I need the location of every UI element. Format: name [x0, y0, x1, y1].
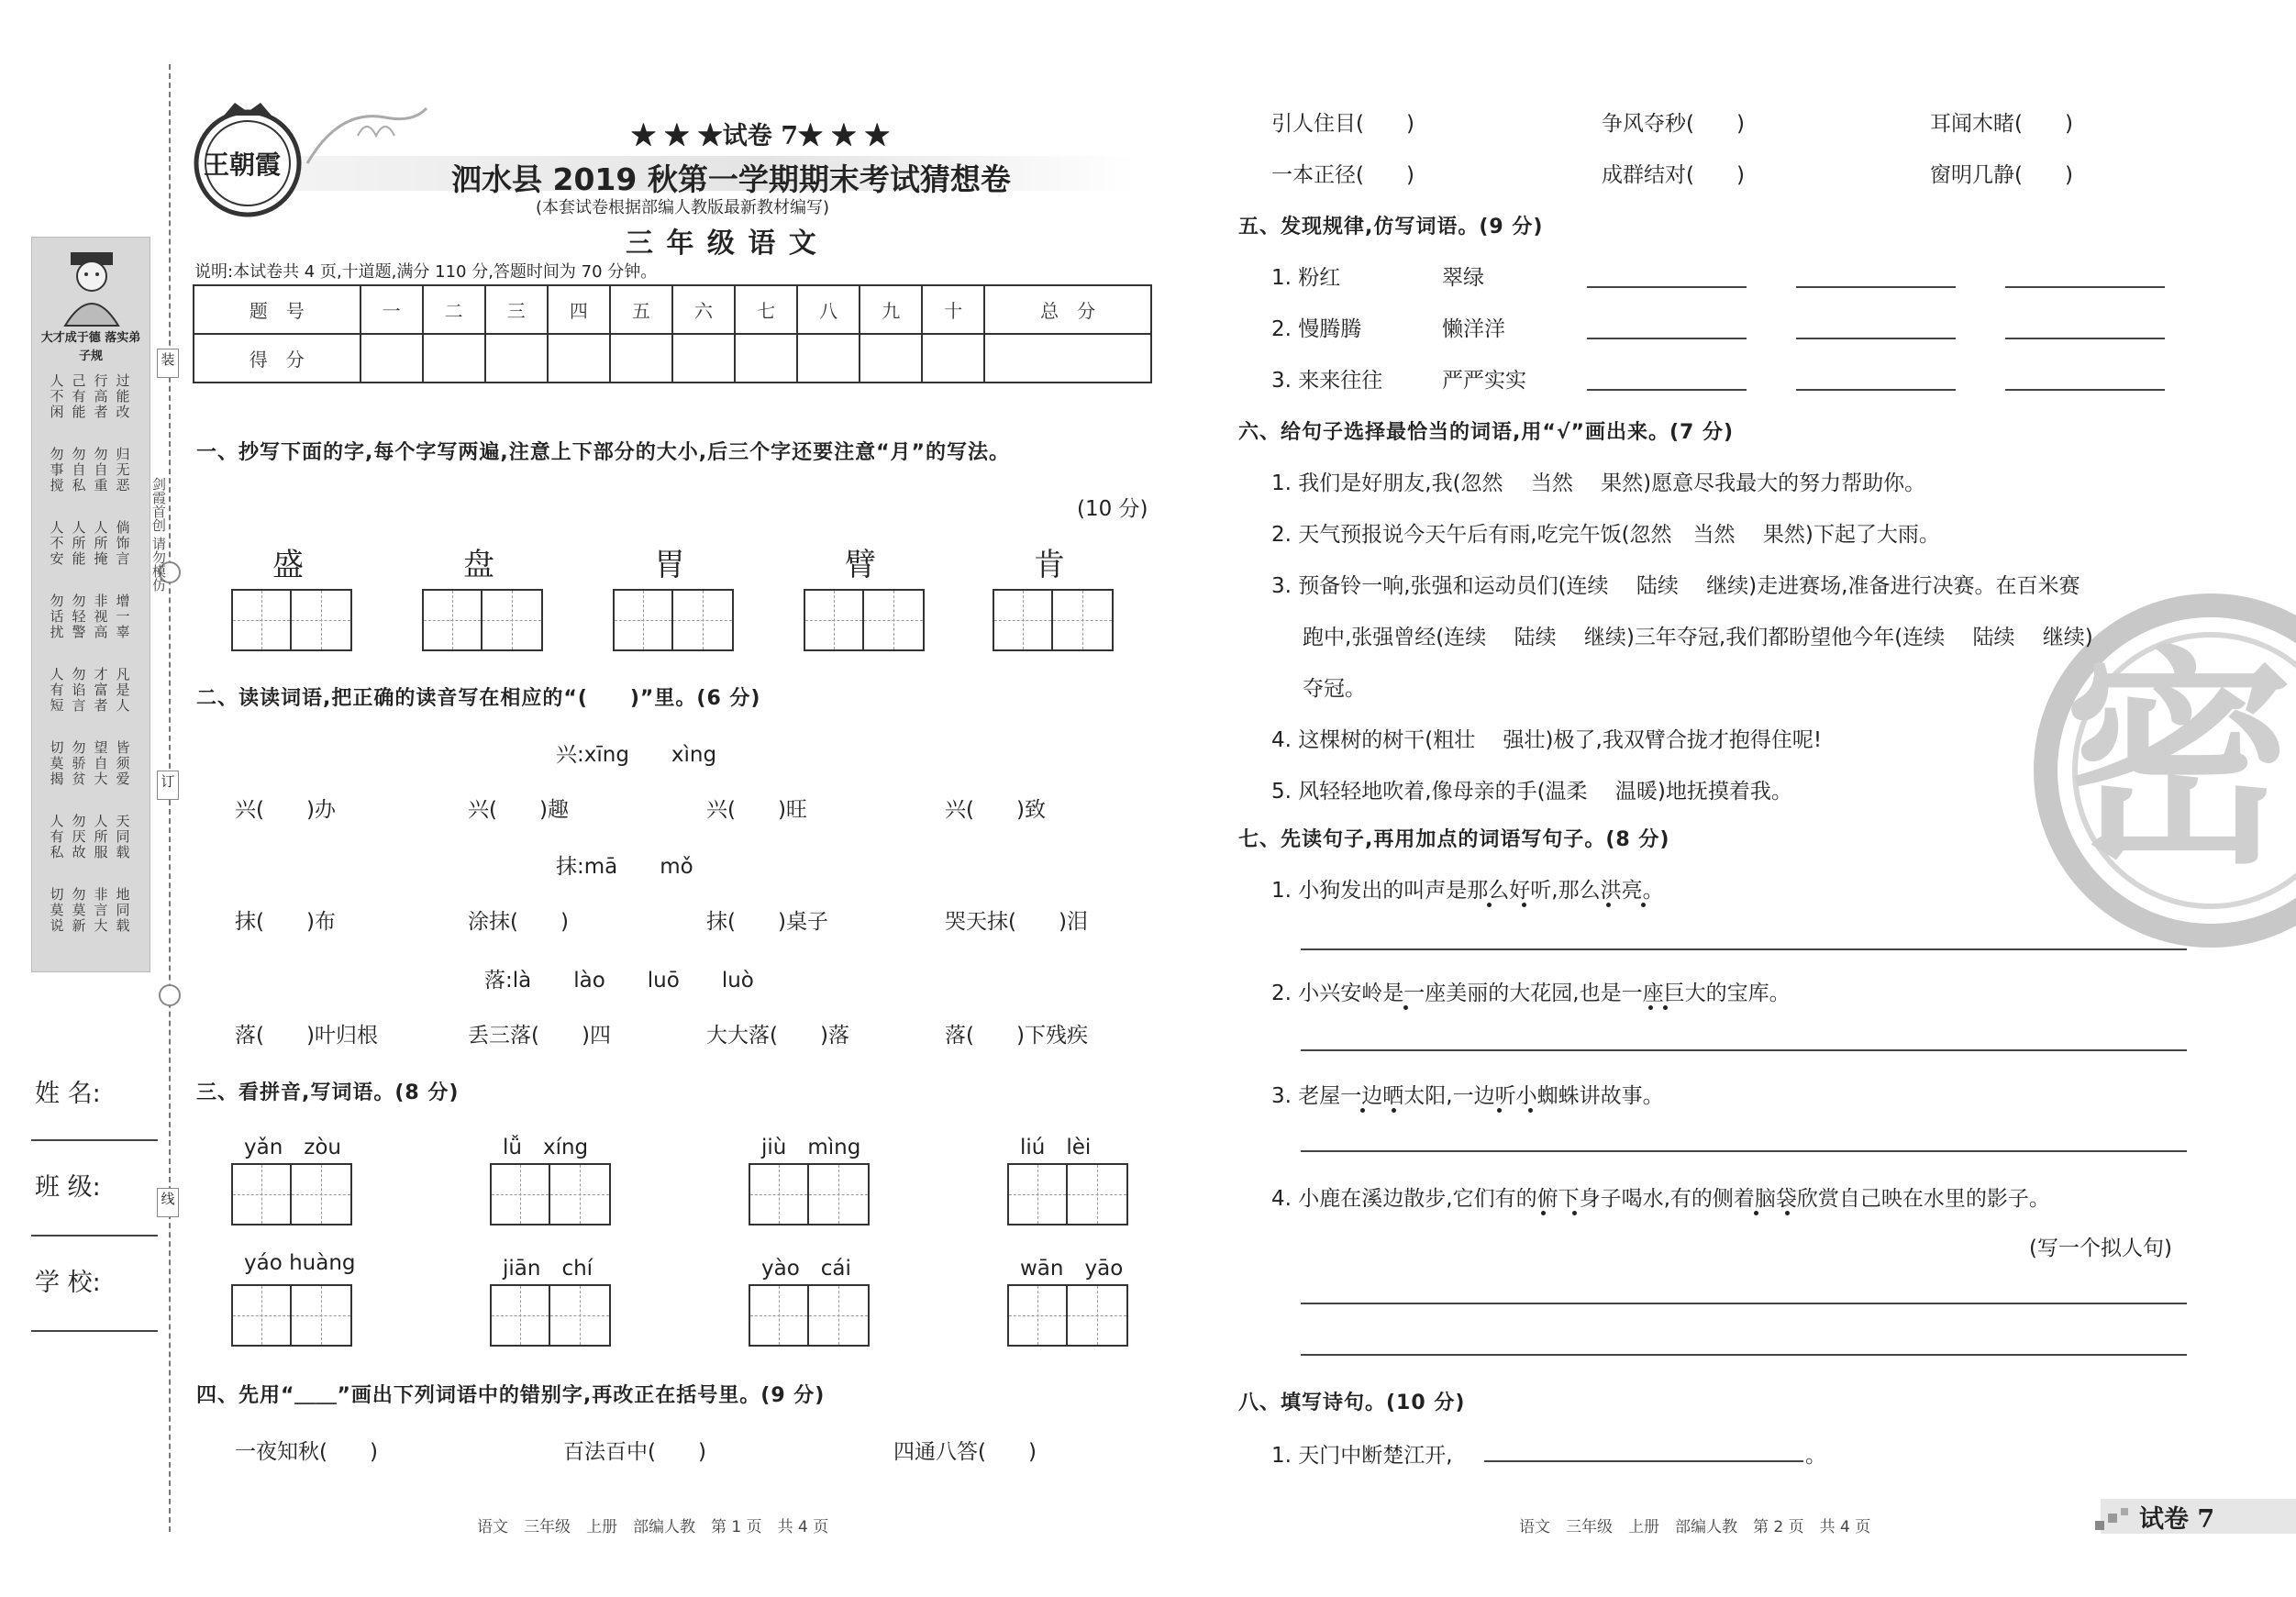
q1-writing-grid[interactable] — [422, 589, 543, 651]
q2-pinyin-head: 落:là lào luō luò — [484, 969, 754, 993]
fold-mark-1: 装 — [157, 349, 179, 378]
q6-sentence[interactable]: 1. 我们是好朋友,我(忽然 当然 果然)愿意尽我最大的努力帮助你。 — [1271, 471, 1926, 495]
q2-item[interactable]: 哭天抹( )泪 — [945, 910, 1088, 934]
emphasis-dot — [1541, 1211, 1546, 1215]
q3-pinyin: lǚ xíng — [503, 1136, 589, 1159]
emphasis-dot — [1403, 1005, 1408, 1010]
motto-column: 己有能 — [72, 372, 86, 420]
q5-title: 五、发现规律,仿写词语。(9 分) — [1238, 216, 1544, 238]
motto-column: 才富者 — [94, 666, 108, 714]
school-line[interactable] — [31, 1330, 158, 1332]
q2-item[interactable]: 兴( )旺 — [706, 798, 807, 822]
score-input-cell[interactable] — [610, 334, 672, 383]
q3-pinyin: wān yāo — [1020, 1257, 1124, 1281]
q1-char: 肯 — [1034, 547, 1065, 583]
logo-text: 王朝霞 — [204, 150, 282, 180]
class-line[interactable] — [31, 1235, 158, 1237]
q5-answer-line[interactable] — [1587, 286, 1747, 288]
emphasis-dot — [1572, 1211, 1577, 1215]
q5-answer-line[interactable] — [2005, 338, 2165, 339]
q3-pinyin: yǎn zòu — [244, 1136, 342, 1159]
motto-column: 勿谄言 — [72, 666, 86, 714]
q1-char: 盛 — [272, 547, 304, 583]
q4-item[interactable]: 窗明几静( ) — [1930, 163, 2073, 187]
school-label: 学 校: — [35, 1269, 101, 1297]
score-input-cell[interactable] — [984, 334, 1151, 383]
paper-number: ★ ★ ★试卷 7★ ★ ★ — [631, 122, 890, 150]
grid-cell[interactable] — [864, 591, 923, 649]
q2-item[interactable]: 丢三落( )四 — [468, 1024, 611, 1048]
motto-column: 勿自重 — [94, 446, 108, 494]
q2-item[interactable]: 兴( )致 — [945, 798, 1046, 822]
motto-panel — [31, 237, 150, 972]
q3-pinyin: jiān chí — [503, 1257, 593, 1281]
score-input-cell[interactable] — [922, 334, 984, 383]
fold-mark-2: 订 — [157, 771, 179, 800]
ribbon-decoration-icon — [303, 99, 431, 172]
motto-column: 人所能 — [72, 519, 86, 567]
score-header-cell: 四 — [548, 285, 610, 334]
motto-column: 非视高 — [94, 593, 108, 640]
footer-squares-icon — [2095, 1504, 2139, 1532]
emphasis-dot — [1497, 1108, 1502, 1113]
motto-column: 勿事搅 — [50, 446, 64, 494]
emphasis-dot — [1360, 1108, 1365, 1113]
grid-cell[interactable] — [750, 1286, 809, 1345]
q6-sentence[interactable]: 2. 天气预报说今天午后有雨,吃完午饭(忽然 当然 果然)下起了大雨。 — [1271, 523, 1940, 547]
emphasis-dot — [1641, 903, 1646, 907]
score-header-cell: 三 — [485, 285, 548, 334]
q3-pinyin: jiù mìng — [761, 1136, 861, 1159]
q5-answer-line[interactable] — [1796, 389, 1956, 391]
score-header-cell: 一 — [360, 285, 423, 334]
q1-char: 臂 — [845, 547, 876, 583]
grid-cell[interactable] — [292, 591, 350, 649]
score-header-cell: 九 — [860, 285, 922, 334]
q6-sentence[interactable]: 3. 预备铃一响,张强和运动员们(连续 陆续 继续)走进赛场,准备进行决赛。在百米赛 — [1271, 574, 2080, 598]
seal-vertical-text: 剑霞首创 请勿模仿 — [150, 477, 167, 592]
grid-cell[interactable] — [615, 591, 673, 649]
exam-subtitle: (本套试卷根据部编人教版最新教材编写) — [536, 198, 830, 217]
emphasis-dot — [1487, 903, 1492, 907]
q2-item[interactable]: 落( )下残疾 — [945, 1024, 1088, 1048]
score-header-cell: 二 — [423, 285, 485, 334]
motto-column: 勿骄贫 — [72, 739, 86, 787]
grid-cell[interactable] — [492, 1165, 550, 1224]
name-line[interactable] — [31, 1139, 158, 1141]
q6-sentence[interactable]: 4. 这棵树的树干(粗壮 强壮)极了,我双臂合拢才抱得住呢! — [1271, 728, 1823, 752]
q1-writing-grid[interactable] — [804, 589, 925, 651]
q8-line1: 1. 天门中断楚江开, — [1271, 1444, 1453, 1468]
q7-sentence: 4. 小鹿在溪边散步,它们有的俯下身子喝水,有的侧着脑袋欣赏自己映在水里的影子。 — [1271, 1187, 2050, 1211]
q7-answer-line[interactable] — [1301, 1354, 2187, 1356]
motto-column: 人所掩 — [94, 519, 108, 567]
score-input-cell[interactable] — [860, 334, 922, 383]
q1-char: 胃 — [654, 547, 685, 583]
motto-column: 倘饰言 — [116, 519, 130, 567]
q6-sentence[interactable]: 5. 风轻轻地吹着,像母亲的手(温柔 温暖)地抚摸着我。 — [1271, 780, 1792, 804]
motto-column: 人不安 — [50, 519, 64, 567]
q4-item[interactable]: 四通八答( ) — [893, 1440, 1037, 1464]
q3-writing-grid[interactable] — [1007, 1163, 1128, 1225]
q4-item[interactable]: 争风夺秒( ) — [1602, 112, 1745, 136]
motto-column: 皆须爱 — [116, 739, 130, 787]
score-label-cell: 得 分 — [194, 334, 360, 383]
q5-answer-line[interactable] — [1587, 338, 1747, 339]
q2-pinyin-head: 抹:mā mǒ — [556, 855, 693, 879]
q1-writing-grid[interactable] — [231, 589, 352, 651]
score-header-cell: 总 分 — [984, 285, 1151, 334]
motto-column: 勿自私 — [72, 446, 86, 494]
q8-answer-line[interactable] — [1484, 1460, 1803, 1462]
footer-left: 语文 三年级 上册 部编人教 第 1 页 共 4 页 — [477, 1518, 829, 1536]
q6-sentence[interactable]: 跑中,张强曾经(连续 陆续 继续)三年夺冠,我们都盼望他今年(连续 陆续 继续) — [1303, 626, 2093, 649]
q2-title: 二、读读词语,把正确的读音写在相应的“( )”里。(6 分) — [196, 687, 761, 710]
score-header-cell: 六 — [672, 285, 735, 334]
footer-badge: 试卷 7 — [2139, 1505, 2215, 1534]
fold-mark-3: 线 — [157, 1188, 179, 1217]
score-input-cell[interactable] — [548, 334, 610, 383]
q2-item[interactable]: 兴( )趣 — [468, 798, 569, 822]
q7-sentence: 3. 老屋一边晒太阳,一边听小蜘蛛讲故事。 — [1271, 1084, 1664, 1108]
q7-answer-line[interactable] — [1301, 948, 2187, 950]
q2-item[interactable]: 抹( )布 — [235, 910, 336, 934]
score-input-cell[interactable] — [423, 334, 485, 383]
q3-pinyin: yào cái — [761, 1257, 851, 1281]
q4-item[interactable]: 引人住目( ) — [1271, 112, 1414, 136]
q1-writing-grid[interactable] — [993, 589, 1114, 651]
grid-cell[interactable] — [233, 1165, 292, 1224]
motto-column: 非言大 — [94, 886, 108, 934]
q7-answer-line[interactable] — [1301, 1150, 2187, 1152]
q2-item[interactable]: 大大落( )落 — [706, 1024, 849, 1048]
q2-item[interactable]: 抹( )桌子 — [706, 910, 828, 934]
grid-cell[interactable] — [1068, 1286, 1126, 1345]
q1-char: 盘 — [463, 547, 494, 583]
q3-writing-grid[interactable] — [231, 1163, 352, 1225]
q3-title: 三、看拼音,写词语。(8 分) — [196, 1081, 460, 1104]
q3-writing-grid[interactable] — [490, 1284, 611, 1347]
motto-column: 人有短 — [50, 666, 64, 714]
score-table — [193, 284, 1152, 383]
q2-item[interactable]: 兴( )办 — [235, 798, 336, 822]
q5-example: 严严实实 — [1442, 369, 1526, 393]
motto-column: 勿厌故 — [72, 813, 86, 860]
grid-cell[interactable] — [809, 1165, 868, 1224]
motto-column: 凡是人 — [116, 666, 130, 714]
motto-column: 人有私 — [50, 813, 64, 860]
motto-column: 地同载 — [116, 886, 130, 934]
grid-cell[interactable] — [1009, 1286, 1068, 1345]
q3-writing-grid[interactable] — [231, 1284, 352, 1347]
q3-writing-grid[interactable] — [1007, 1284, 1128, 1347]
q7-hint: (写一个拟人句) — [2029, 1237, 2172, 1260]
motto-column: 勿莫新 — [72, 886, 86, 934]
exam-note: 说明:本试卷共 4 页,十道题,满分 110 分,答题时间为 70 分钟。 — [194, 262, 658, 282]
q4-title: 四、先用“＿＿”画出下列词语中的错别字,再改正在括号里。(9 分) — [196, 1384, 826, 1407]
q4-item[interactable]: 成群结对( ) — [1602, 163, 1745, 187]
grid-cell[interactable] — [550, 1286, 609, 1345]
grid-cell[interactable] — [482, 591, 541, 649]
q5-answer-line[interactable] — [1796, 286, 1956, 288]
grid-cell[interactable] — [750, 1165, 809, 1224]
q1-title: 一、抄写下面的字,每个字写两遍,注意上下部分的大小,后三个字还要注意“月”的写法。 — [196, 441, 1010, 464]
grid-cell[interactable] — [424, 591, 482, 649]
q7-answer-line[interactable] — [1301, 1049, 2187, 1051]
score-input-cell[interactable] — [735, 334, 797, 383]
q4-item[interactable]: 一本正径( ) — [1271, 163, 1414, 187]
grid-cell[interactable] — [805, 591, 864, 649]
emphasis-dot — [1392, 1108, 1396, 1113]
q5-answer-line[interactable] — [2005, 389, 2165, 391]
exam-title: 泗水县 2019 秋第一学期期末考试猜想卷 — [451, 161, 1011, 197]
q3-writing-grid[interactable] — [749, 1163, 870, 1225]
motto-column: 天同载 — [116, 813, 130, 860]
q2-pinyin-head: 兴:xīng xìng — [556, 743, 717, 767]
grid-cell[interactable] — [292, 1165, 350, 1224]
motto-column: 切莫揭 — [50, 739, 64, 787]
q4-item[interactable]: 耳闻木睹( ) — [1930, 112, 2073, 136]
q3-pinyin: liú lèi — [1020, 1136, 1092, 1159]
grid-cell[interactable] — [994, 591, 1053, 649]
q5-answer-line[interactable] — [1587, 389, 1747, 391]
score-header-cell: 八 — [797, 285, 860, 334]
grid-cell[interactable] — [673, 591, 732, 649]
q5-example: 2. 慢腾腾 — [1271, 317, 1362, 341]
q8-line1-end: 。 — [1805, 1444, 1826, 1468]
score-input-cell[interactable] — [360, 334, 423, 383]
score-input-cell[interactable] — [485, 334, 548, 383]
q5-example: 3. 来来往往 — [1271, 369, 1383, 393]
q3-writing-grid[interactable] — [490, 1163, 611, 1225]
motto-column: 望自大 — [94, 739, 108, 787]
q7-sentence: 1. 小狗发出的叫声是那么好听,那么洪亮。 — [1271, 879, 1664, 903]
emphasis-dot — [1648, 1005, 1653, 1010]
emphasis-dot — [1785, 1211, 1790, 1215]
grid-cell[interactable] — [233, 591, 292, 649]
q7-answer-line[interactable] — [1301, 1303, 2187, 1304]
motto-column: 勿话扰 — [50, 593, 64, 640]
motto-column: 切莫说 — [50, 886, 64, 934]
q3-writing-grid[interactable] — [749, 1284, 870, 1347]
score-header-cell: 题 号 — [194, 285, 360, 334]
q8-title: 八、填写诗句。(10 分) — [1238, 1392, 1466, 1414]
motto-column: 增一辜 — [116, 593, 130, 640]
score-input-cell[interactable] — [797, 334, 860, 383]
q3-pinyin: yáo huàng — [244, 1251, 356, 1275]
q5-answer-line[interactable] — [1796, 338, 1956, 339]
motto-column: 勿轻警 — [72, 593, 86, 640]
emphasis-dot — [1754, 1211, 1758, 1215]
emphasis-dot — [1522, 903, 1526, 907]
grid-cell[interactable] — [492, 1286, 550, 1345]
hole-bottom — [159, 984, 181, 1006]
q6-title: 六、给句子选择最恰当的词语,用“√”画出来。(7 分) — [1238, 421, 1735, 444]
q6-sentence[interactable]: 夺冠。 — [1303, 677, 1366, 701]
q4-item[interactable]: 一夜知秋( ) — [235, 1440, 378, 1464]
q2-item[interactable]: 落( )叶归根 — [235, 1024, 378, 1048]
q5-example: 翠绿 — [1442, 266, 1484, 290]
emphasis-dot — [1663, 1005, 1668, 1010]
grid-cell[interactable] — [1053, 591, 1112, 649]
grid-cell[interactable] — [550, 1165, 609, 1224]
secret-stamp-char: 密 — [2064, 627, 2293, 894]
q7-sentence: 2. 小兴安岭是一座美丽的大花园,也是一座巨大的宝库。 — [1271, 981, 1791, 1005]
grid-cell[interactable] — [233, 1286, 292, 1345]
footer-right: 语文 三年级 上册 部编人教 第 2 页 共 4 页 — [1519, 1518, 1871, 1536]
motto-column: 过能改 — [116, 372, 130, 420]
q4-item[interactable]: 百法百中( ) — [563, 1440, 706, 1464]
q7-title: 七、先读句子,再用加点的词语写句子。(8 分) — [1238, 828, 1670, 851]
motto-column: 人不闲 — [50, 372, 64, 420]
q5-answer-line[interactable] — [2005, 286, 2165, 288]
class-label: 班 级: — [35, 1173, 101, 1202]
q2-item[interactable]: 涂抹( ) — [468, 910, 569, 934]
emphasis-dot — [1606, 903, 1611, 907]
emphasis-dot — [1528, 1108, 1533, 1113]
slogan: 大才成于德 落实弟子规 — [40, 331, 141, 363]
grid-cell[interactable] — [809, 1286, 868, 1345]
q5-example: 1. 粉红 — [1271, 266, 1341, 290]
motto-column: 人所服 — [94, 813, 108, 860]
grid-cell[interactable] — [1009, 1165, 1068, 1224]
course-title: 三 年 级 语 文 — [626, 227, 818, 260]
q1-writing-grid[interactable] — [613, 589, 734, 651]
grid-cell[interactable] — [292, 1286, 350, 1345]
score-input-cell[interactable] — [672, 334, 735, 383]
q5-example: 懒洋洋 — [1442, 317, 1505, 341]
q1-points: (10 分) — [1077, 497, 1148, 521]
grid-cell[interactable] — [1068, 1165, 1126, 1224]
score-header-cell: 十 — [922, 285, 984, 334]
scholar-illustration-icon — [50, 243, 133, 327]
motto-column: 行高者 — [94, 372, 108, 420]
score-header-cell: 七 — [735, 285, 797, 334]
name-label: 姓 名: — [35, 1080, 101, 1108]
motto-column: 归无恶 — [116, 446, 130, 494]
score-header-cell: 五 — [610, 285, 672, 334]
